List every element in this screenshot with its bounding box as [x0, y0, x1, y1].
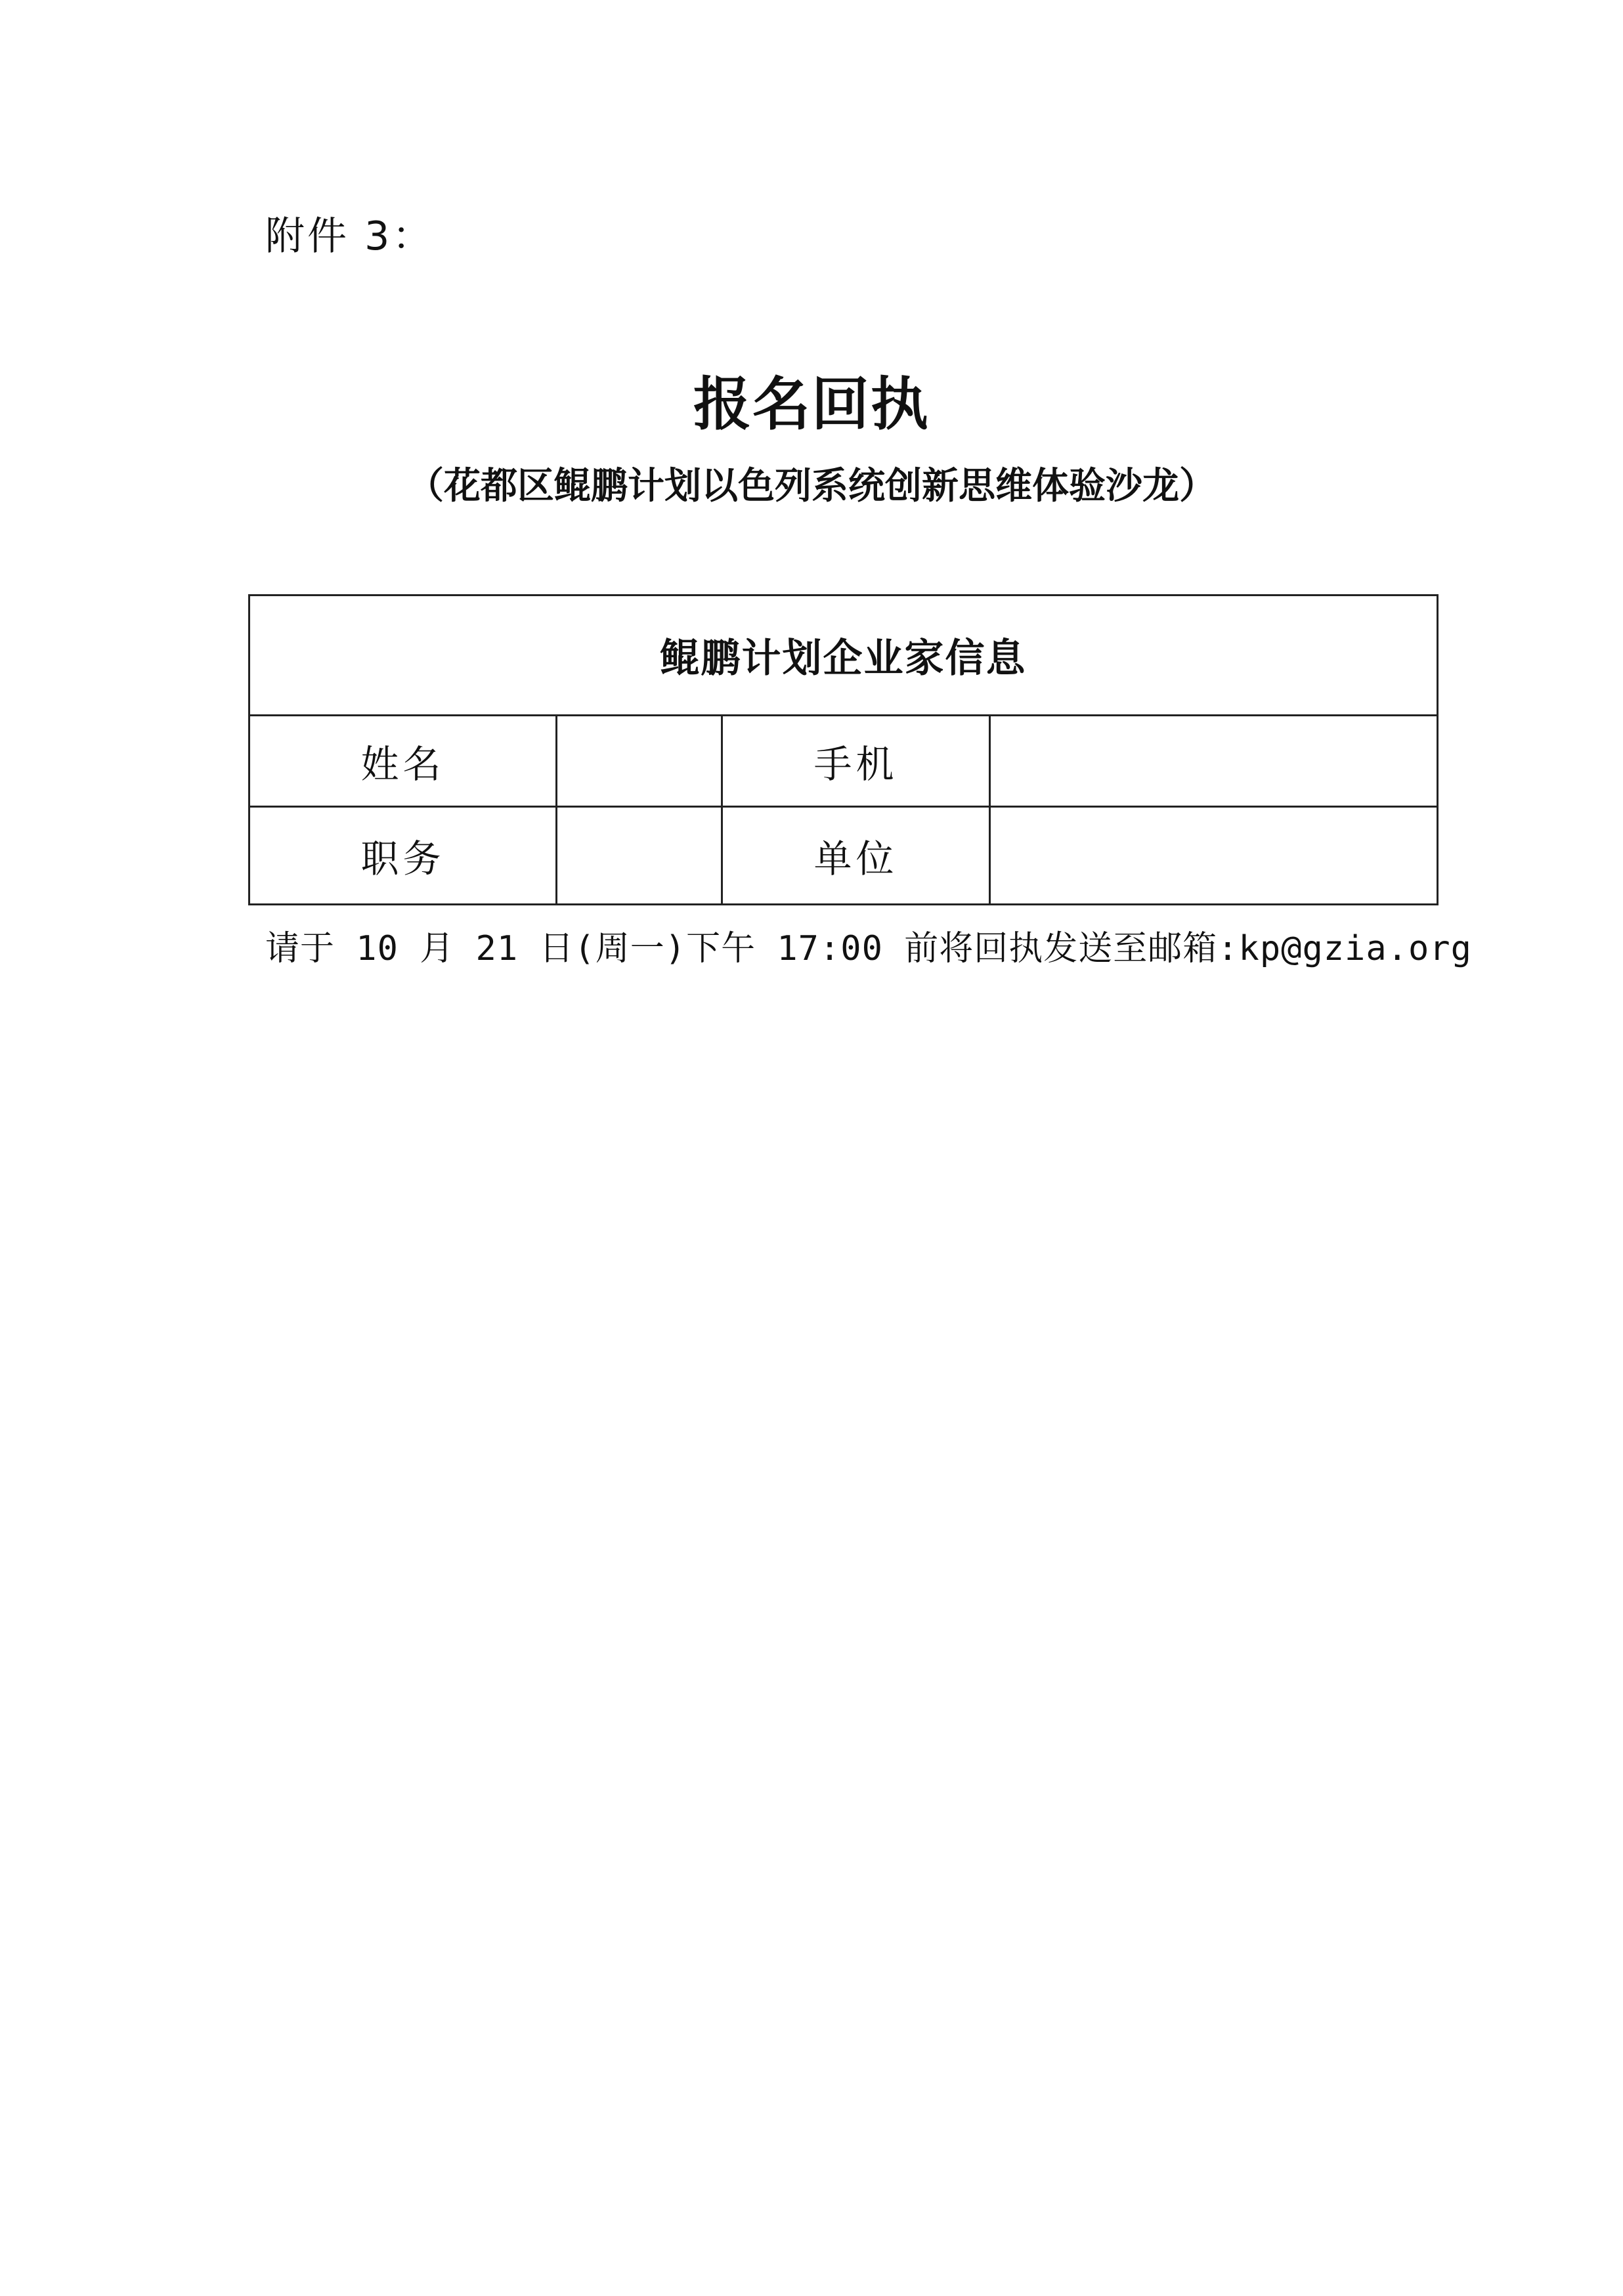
position-label: 职务 — [249, 807, 557, 905]
footer-note: 请于 10 月 21 日(周一)下午 17:00 前将回执发送至邮箱:kp@gzia.org — [265, 929, 1472, 968]
registration-form-table — [248, 594, 1439, 905]
page-title: 报名回执 — [693, 370, 930, 438]
attachment-label: 附件 3： — [265, 213, 435, 259]
table-header-row — [249, 596, 1438, 716]
page-subtitle: （花都区鲲鹏计划以色列系统创新思维体验沙龙） — [407, 464, 1216, 508]
phone-field[interactable] — [990, 716, 1438, 807]
table-header: 鲲鹏计划企业家信息 — [249, 596, 1438, 716]
name-label: 姓名 — [249, 716, 557, 807]
position-field[interactable] — [557, 807, 722, 905]
table-row — [249, 716, 1438, 807]
phone-label: 手机 — [722, 716, 990, 807]
organization-label: 单位 — [722, 807, 990, 905]
table-row — [249, 807, 1438, 905]
organization-field[interactable] — [990, 807, 1438, 905]
name-field[interactable] — [557, 716, 722, 807]
